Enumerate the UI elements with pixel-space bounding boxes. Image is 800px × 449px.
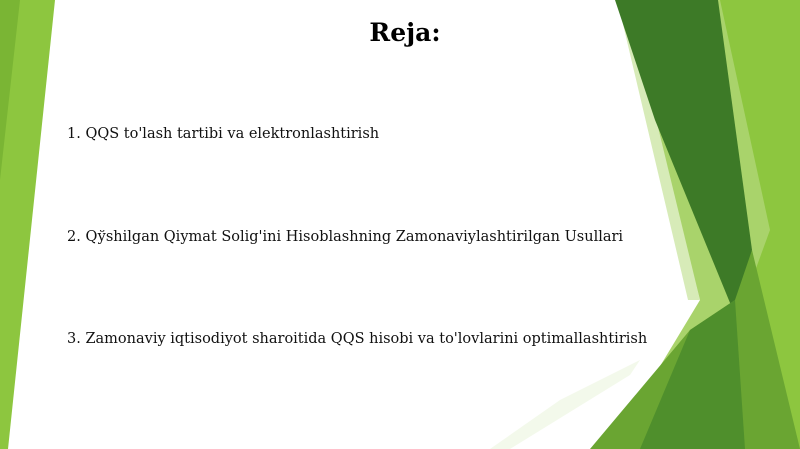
- plan-item-3: 3. Zamonaviy iqtisodiyot sharoitida QQS hisobi va to'lovlarini optimallashtirish: [67, 331, 648, 347]
- plan-item-2: 2. Qўshilgan Qiymat Solig'ini Hisoblashning Zamonaviylashtirilgan Usullari: [67, 229, 624, 245]
- plan-item-1: 1. QQS to'lash tartibi va elektronlashtirish: [67, 126, 380, 142]
- slide-title: Reja:: [369, 18, 441, 47]
